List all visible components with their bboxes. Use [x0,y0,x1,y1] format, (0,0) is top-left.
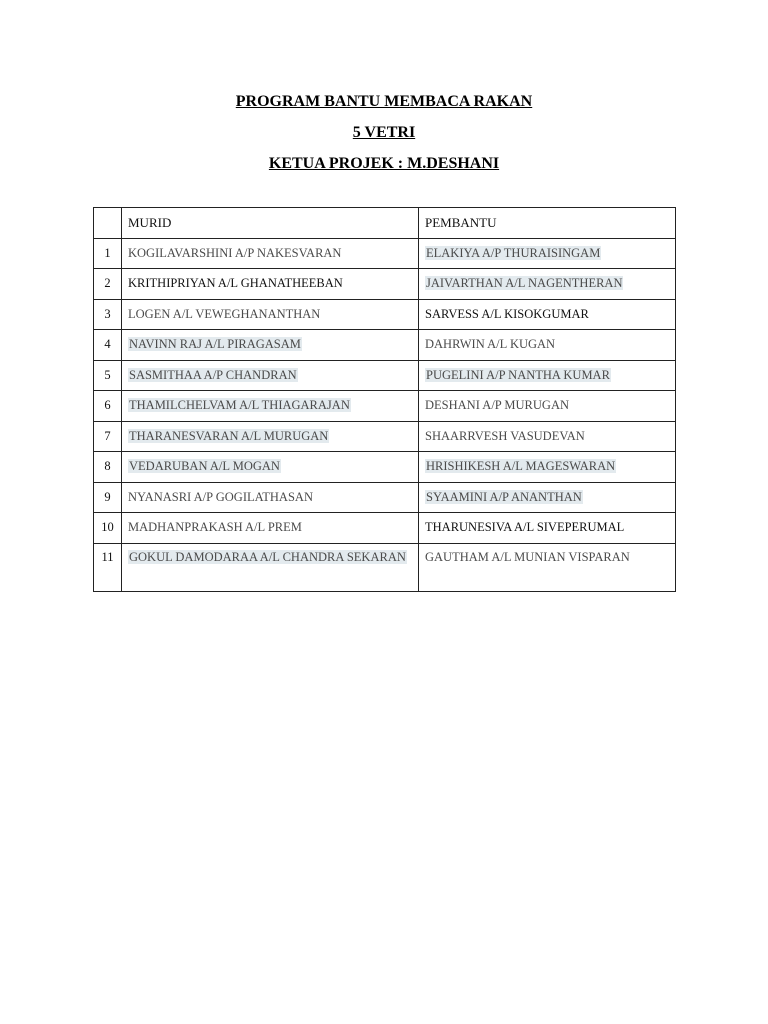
pembantu-name: DAHRWIN A/L KUGAN [425,337,556,352]
murid-cell [122,482,419,513]
murid-name: THAMILCHELVAM A/L THIAGARAJAN [129,398,350,413]
row-number: 1 [94,238,122,269]
table-row [94,238,676,269]
murid-cell [122,391,419,422]
murid-cell [122,330,419,361]
murid-name: KOGILAVARSHINI A/P NAKESVARAN [128,245,342,260]
row-number: 6 [94,391,122,422]
table-row [94,452,676,483]
pembantu-name: PUGELINI A/P NANTHA KUMAR [426,367,610,382]
pembantu-name: ELAKIYA A/P THURAISINGAM [426,245,601,260]
murid-name: VEDARUBAN A/L MOGAN [129,459,280,474]
pembantu-cell [419,391,676,422]
program-title: PROGRAM BANTU MEMBACA RAKAN [235,93,533,110]
murid-cell [122,452,419,483]
murid-name: NAVINN RAJ A/L PIRAGASAM [129,337,301,352]
pembantu-name: JAIVARTHAN A/L NAGENTHERAN [426,276,623,291]
table-row [94,269,676,300]
pembantu-cell [419,238,676,269]
table-row [94,543,676,591]
pembantu-name: HRISHIKESH A/L MAGESWARAN [426,459,616,474]
murid-name: KRITHIPRIYAN A/L GHANATHEEBAN [128,276,343,291]
murid-cell [122,421,419,452]
project-leader-title: KETUA PROJEK : M.DESHANI [268,155,500,172]
murid-cell [122,360,419,391]
table-header-row [94,208,676,239]
murid-cell [122,513,419,544]
table-row [94,360,676,391]
row-number: 11 [94,543,122,591]
murid-name: NYANASRI A/P GOGILATHASAN [128,489,313,504]
murid-name: MADHANPRAKASH A/L PREM [128,520,302,535]
pembantu-cell [419,330,676,361]
pembantu-cell [419,421,676,452]
table-row [94,482,676,513]
murid-cell [122,299,419,330]
pembantu-cell [419,543,676,591]
pembantu-name: THARUNESIVA A/L SIVEPERUMAL [425,520,625,535]
pembantu-name: GAUTHAM A/L MUNIAN VISPARAN [425,549,630,564]
pembantu-cell [419,452,676,483]
row-number: 8 [94,452,122,483]
murid-name: GOKUL DAMODARAA A/L CHANDRA SEKARAN [129,549,406,564]
pembantu-name: SHAARRVESH VASUDEVAN [425,428,585,443]
reading-pairs-table [93,207,676,592]
row-number: 2 [94,269,122,300]
row-number: 10 [94,513,122,544]
table-row [94,299,676,330]
table-row [94,391,676,422]
pembantu-cell [419,299,676,330]
murid-cell [122,543,419,591]
header-pembantu: PEMBANTU [419,208,676,239]
murid-name: THARANESVARAN A/L MURUGAN [129,428,329,443]
row-number: 4 [94,330,122,361]
pembantu-name: SYAAMINI A/P ANANTHAN [426,489,582,504]
pembantu-cell [419,269,676,300]
table-row [94,513,676,544]
row-number: 5 [94,360,122,391]
pembantu-cell [419,482,676,513]
row-number: 7 [94,421,122,452]
table-row [94,330,676,361]
pembantu-name: DESHANI A/P MURUGAN [425,398,569,413]
murid-name: LOGEN A/L VEWEGHANANTHAN [128,306,321,321]
murid-cell [122,269,419,300]
pembantu-cell [419,360,676,391]
murid-cell [122,238,419,269]
header-number-cell [94,208,122,239]
pembantu-cell [419,513,676,544]
header-murid: MURID [122,208,419,239]
row-number: 3 [94,299,122,330]
row-number: 9 [94,482,122,513]
murid-name: SASMITHAA A/P CHANDRAN [129,367,297,382]
table-row [94,421,676,452]
title-block [0,86,768,179]
pembantu-name: SARVESS A/L KISOKGUMAR [425,306,589,321]
class-title: 5 VETRI [352,124,416,141]
